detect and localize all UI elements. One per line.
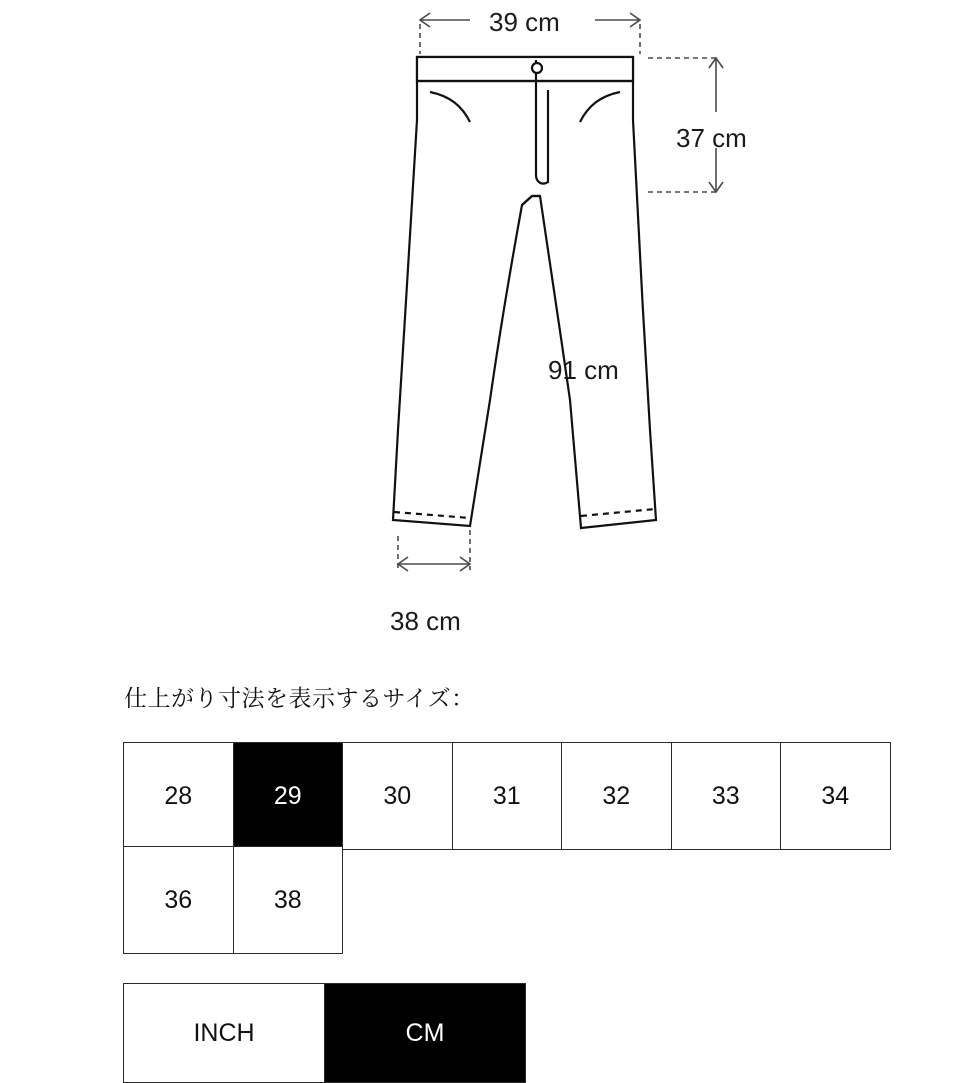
- rise-measurement-label: 37 cm: [676, 123, 747, 153]
- size-option-32[interactable]: 32: [562, 743, 672, 850]
- hem-dimension-arrow: [398, 530, 470, 571]
- size-option-28[interactable]: 28: [124, 743, 234, 850]
- size-option-38[interactable]: 38: [233, 847, 343, 954]
- hem-measurement-label: 38 cm: [390, 606, 461, 636]
- size-options-row-1: [123, 742, 891, 850]
- unit-option-inch[interactable]: INCH: [124, 984, 325, 1083]
- size-option-29[interactable]: 29: [233, 743, 343, 850]
- size-option-30[interactable]: 30: [343, 743, 453, 850]
- size-options-row-2: [123, 846, 343, 954]
- size-option-36[interactable]: 36: [124, 847, 234, 954]
- size-option-33[interactable]: 33: [671, 743, 781, 850]
- size-option-34[interactable]: 34: [781, 743, 891, 850]
- table-row: [124, 847, 343, 954]
- waist-measurement-label: 39 cm: [489, 7, 560, 37]
- inseam-measurement-label: 91 cm: [548, 355, 619, 385]
- unit-option-cm[interactable]: CM: [325, 984, 526, 1083]
- pants-outline: [393, 57, 656, 528]
- table-row: [124, 743, 891, 850]
- size-option-31[interactable]: 31: [452, 743, 562, 850]
- table-row: [124, 984, 526, 1083]
- size-caption: 仕上がり寸法を表示するサイズ：: [124, 685, 475, 711]
- unit-toggle-table: [123, 983, 526, 1083]
